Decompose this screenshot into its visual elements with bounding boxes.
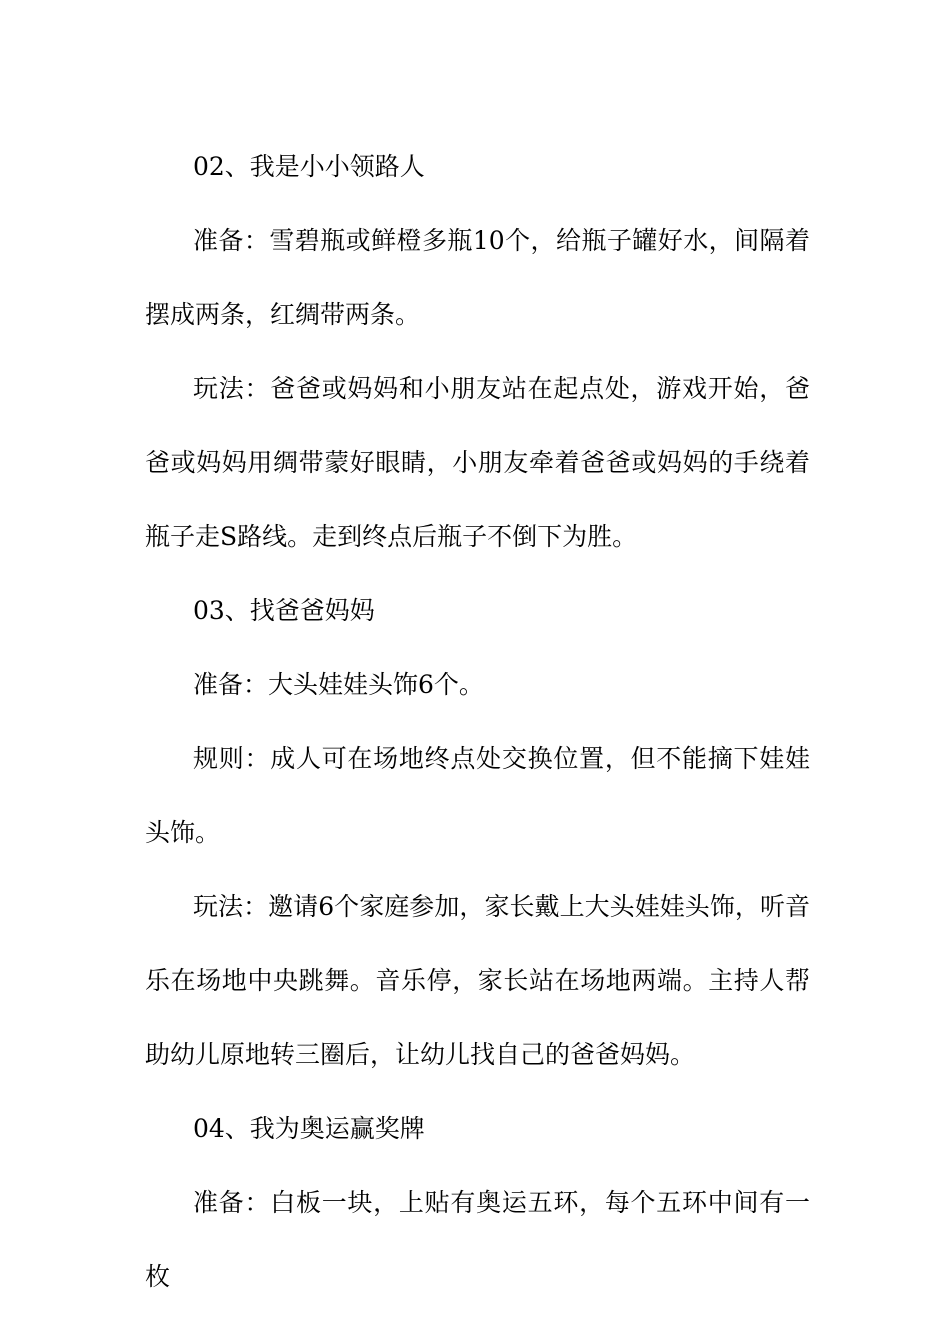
- section-heading-03: 03、找爸爸妈妈: [193, 596, 375, 625]
- paragraph-preparation-04: 准备：白板一块，上贴有奥运五环，每个五环中间有一枚: [145, 1188, 810, 1291]
- paragraph-gameplay-02: 玩法：爸爸或妈妈和小朋友站在起点处，游戏开始，爸爸或妈妈用绸带蒙好眼睛，小朋友牵着爸爸或妈妈的手绕着瓶子走S路线。走到终点后瓶子不倒下为胜。: [145, 374, 810, 551]
- paragraph-rules-03: 规则：成人可在场地终点处交换位置，但不能摘下娃娃头饰。: [145, 744, 810, 847]
- section-heading-04: 04、我为奥运赢奖牌: [193, 1114, 425, 1143]
- section-heading-02: 02、我是小小领路人: [193, 152, 425, 181]
- document-body: [145, 130, 810, 1314]
- paragraph-preparation-03: 准备：大头娃娃头饰6个。: [193, 670, 484, 699]
- paragraph-gameplay-03: 玩法：邀请6个家庭参加，家长戴上大头娃娃头饰，听音乐在场地中央跳舞。音乐停，家长站在场地两端。主持人帮助幼儿原地转三圈后，让幼儿找自己的爸爸妈妈。: [145, 892, 810, 1069]
- paragraph-preparation-02: 准备：雪碧瓶或鲜橙多瓶10个，给瓶子罐好水，间隔着摆成两条，红绸带两条。: [145, 226, 810, 329]
